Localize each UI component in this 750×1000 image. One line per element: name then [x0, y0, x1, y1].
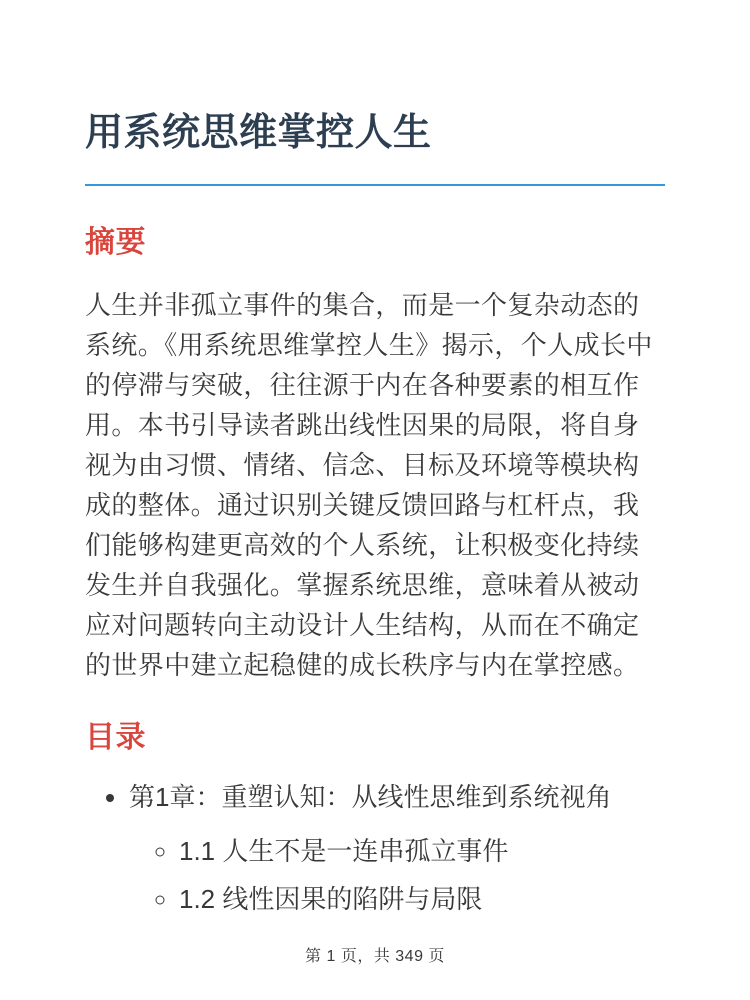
toc-chapter-item [129, 777, 665, 919]
abstract-heading: 摘要 [85, 225, 146, 259]
toc-subsection-item: ◦ 1.1 人生不是一连串孤立事件 [179, 831, 665, 871]
toc-subsection-list [129, 831, 665, 919]
page-number-footer: 第 1 页，共 349 页 [305, 947, 445, 965]
toc-subsection-item: ◦ 1.2 线性因果的陷阱与局限 [179, 879, 665, 919]
toc-heading: 目录 [85, 721, 146, 754]
toc-chapter-label: 第1章：重塑认知：从线性思维到系统视角 [129, 781, 612, 812]
toc-list [85, 777, 665, 919]
abstract-paragraph: 人生并非孤立事件的集合，而是一个复杂动态的系统。《用系统思维掌控人生》揭示，个人成长中的停滞与突破，往往源于内在各种要素的相互作用。本书引导读者跳出线性因果的局限，将自身视为由习惯、情绪、信念、目标及环境等模块构成的整体。通过识别关键反馈回路与杠杆点，我们能够构建更高效的个人系统，让积极变化持续发生并自我强化。掌握系统思维，意味着从被动应对问题转向主动设计人生结构，从而在不确定的世界中建立起稳健的成长秩序与内在掌控感。 [85, 290, 653, 680]
page-title: 用系统思维掌控人生 [85, 110, 665, 186]
